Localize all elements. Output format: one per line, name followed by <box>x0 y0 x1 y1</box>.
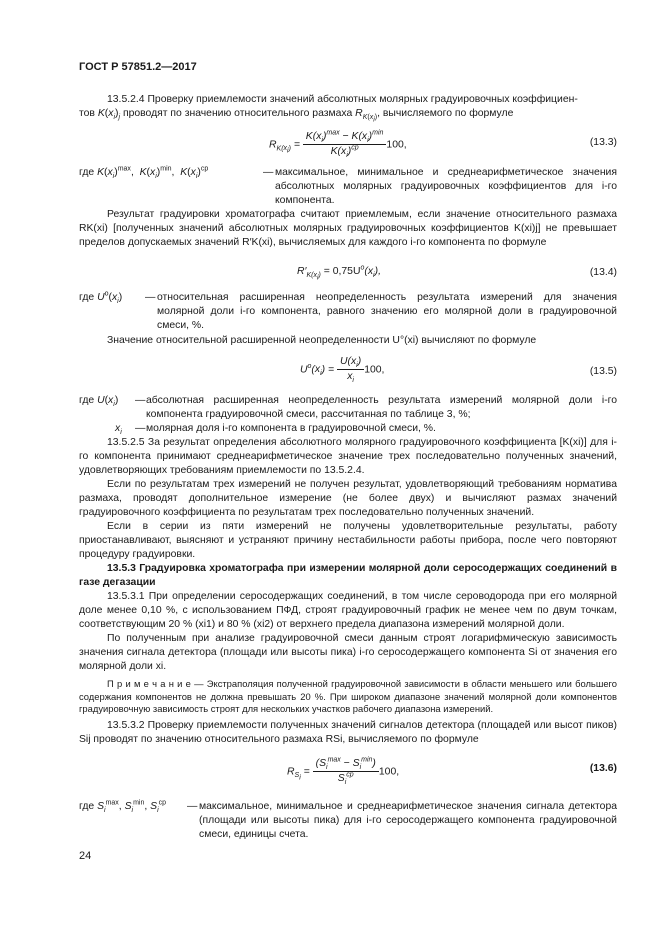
para-13-5-2-4-line1: 13.5.2.4 Проверку приемлемости значений абсолютных молярных градуировочных коэффициен- <box>107 94 578 105</box>
para-13-5-3-2: 13.5.3.2 Проверку приемлемости полученных значений сигналов детектора (площадей или высот пиков) Sij проводят по значению относительного размаха RSi, вычисляемого по формуле <box>79 720 617 745</box>
formula-13-6: $R_{S_i}$ = $\frac{(S_i^{max} - S_i^{min})}{S_i^{ср}}$ 100, <box>287 756 400 787</box>
para-13-5-2-5-p3: Если в серии из пяти измерений не получены удовлетворительные результаты, работу приостанавливают, выясняют и устраняют причину нестабильности работы прибора, после чего повторяют процедуру градуировки. <box>79 521 617 560</box>
formula-13-5: $U^o(x_i)$ = $\frac{U(x_i)}{x_i}$ 100, <box>300 356 385 385</box>
eq-number-13-3: (13.3) <box>589 137 617 148</box>
para-13-5-3-1: 13.5.3.1 При определении серосодержащих соединений, в том числе сероводорода при его молярной доле менее 0,10 %, с использованием ПФД, строят градуировочный график не менее чем по двум точкам, соответствующим 20 % (xi1) и 80 % (xi2) от верхнего предела диапазона измерений молярной доли. <box>79 591 617 630</box>
para-13-5-2-5-p2: Если по результатам трех измерений не получен результат, удовлетворяющий требованиям норматива размаха, проводят дополнительное измерение (не более двух) и вычисляют размах значений градуировочного коэффициента по результатам трех последовательно полученных значений. <box>79 479 617 518</box>
eq-number-13-6: (13.6) <box>589 763 617 774</box>
def-13-4: где $U^o(x_i)$ — относительная расширенная неопределенность результата измерений для значения молярной доли i-го компонента, равного значению его молярной доли в градуировочной смеси, %. <box>79 290 617 331</box>
page-header: ГОСТ Р 57851.2—2017 <box>79 61 197 73</box>
para-13-5-2-4 <box>79 93 617 107</box>
def-13-5-b: $x_i$ — молярная доля i-го компонента в градуировочной смеси, %. <box>115 423 436 437</box>
para-result: Результат градуировки хроматографа считают приемлемым, если значение относительного размаха RK(xi) [полученных значений абсолютных молярных градуировочных коэффициентов K(xi)j] не превышает пределов допускаемых значений R′K(xi), вычисляемых для каждого i-го компонента по формуле <box>79 209 617 248</box>
formula-13-3: $R_{K(x_i)}$ = $\frac{K(x_i)^{max} - K(x_i)^{min}}{K(x_i)^{ср}}$ 100, <box>269 129 407 160</box>
section-heading-13-5-3: 13.5.3 Градуировка хроматографа при измерении молярной доли серосодержащих соединений в газе дегазации <box>79 563 617 588</box>
para-13-5-3-1-p2: По полученным при анализе градуировочной смеси данным строят логарифмическую зависимость значения сигнала детектора (площади или высоты пика) i-го серосодержащего компонента Si от значения его молярной доли xi. <box>79 633 617 672</box>
eq-number-13-4: (13.4) <box>589 267 617 278</box>
para-13-5-2-5: 13.5.2.5 За результат определения абсолютного молярного градуировочного коэффициента [K(xi)] для i-го компонента принимают среднеарифметическое значение трех последовательно полученных значений, удовлетворяющих требованиям приемлемости по 13.5.2.4. <box>79 437 617 476</box>
page-number: 24 <box>79 850 92 862</box>
para-13-5-2-4-line2: тов $K(x_i)_j$ проводят по значению относительного размаха $R_{K(x_i)}$, вычисляемого по формуле <box>79 108 514 124</box>
formula-13-4: $R'_{K(x_i)} = 0,75U^o(x_i)$, <box>297 264 381 282</box>
para-uo: Значение относительной расширенной неопределенности U°(xi) вычисляют по формуле <box>107 335 537 346</box>
def-13-5-a: где $U(x_i)$ — абсолютная расширенная неопределенность результата измерений молярной доли i-го компонента градуировочной смеси, рассчитанная по таблице 3, %; <box>79 395 617 420</box>
note-label: П р и м е ч а н и е <box>107 678 191 689</box>
def-13-3: где $K(x_i)^{max}$, $K(x_i)^{min}$, $K(x_i)^{ср}$ — максимальное, минимальное и среднеарифметическое значения абсолютных молярных градуировочных коэффициентов для i-го компонента. <box>79 165 617 206</box>
note <box>79 678 617 716</box>
eq-number-13-5: (13.5) <box>589 366 617 377</box>
note-text: — Экстраполяция полученной градуировочной зависимости в области меньшего или большего содержания компонентов не должна превышать 20 %. При широком диапазоне значений молярной доли компонентов градуировочную зависимость строят для нескольких участков рабочего диапазона измерений. <box>79 678 617 714</box>
def-13-6: где $S_i^{max}$, $S_i^{min}$, $S_i^{ср}$ — максимальное, минимальное и среднеарифметическое значения сигнала детектора (площади или высоты пика) для i-го серосодержащего компонента градуировочной смеси, единицы счета. <box>79 799 617 840</box>
